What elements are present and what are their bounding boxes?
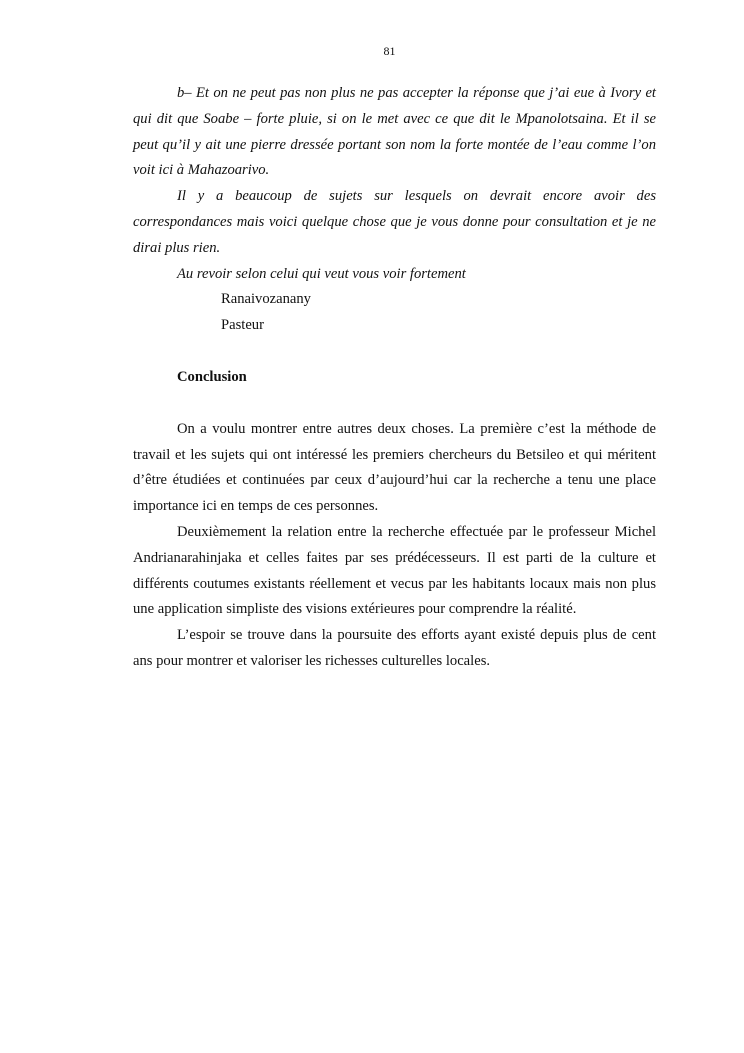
conclusion-paragraph: Deuxièmement la relation entre la recherche effectuée par le professeur Michel Andrianarahinjaka et celles faites par ses prédécesseurs. Il est parti de la culture et différents coutumes existants réellement et vecus par les habitants locaux mais non plus une application simpliste des visions extérieures pour comprendre la réalité.	[133, 523, 656, 618]
letter-excerpt	[133, 81, 656, 339]
letter-closing: Au revoir selon celui qui veut vous voir fortement	[177, 265, 466, 282]
section-spacer	[133, 391, 656, 417]
signature-title: Pasteur	[221, 317, 264, 334]
signature-name: Ranaivozanany	[221, 291, 311, 308]
page-number: 81	[383, 44, 396, 58]
letter-paragraph: b– Et on ne peut pas non plus ne pas accepter la réponse que j’ai eue à Ivory et qui dit que Soabe – forte pluie, si on le met avec ce que dit le Mpanolotsaina. Et il se peut qu’il y ait une pierre dressée portant son nom la forte montée de l’eau comme l’on voit ici à Mahazoarivo.	[133, 85, 656, 179]
letter-paragraph: Il y a beaucoup de sujets sur lesquels on devrait encore avoir des correspondances mais voici quelque chose que je vous donne pour consultation et je ne dirai plus rien.	[133, 188, 656, 256]
conclusion-body	[133, 417, 656, 675]
conclusion-paragraph: On a voulu montrer entre autres deux choses. La première c’est la méthode de travail et les sujets qui ont intéressé les premiers chercheurs du Betsileo et qui méritent d’être étudiées et continuées par ceux d’aujourd’hui car la recherche a tenu une place importance ici en temps de ces personnes.	[133, 420, 656, 515]
section-heading: Conclusion	[177, 368, 247, 385]
conclusion-paragraph: L’espoir se trouve dans la poursuite des efforts ayant existé depuis plus de cent ans pour montrer et valoriser les richesses culturelles locales.	[133, 627, 656, 669]
